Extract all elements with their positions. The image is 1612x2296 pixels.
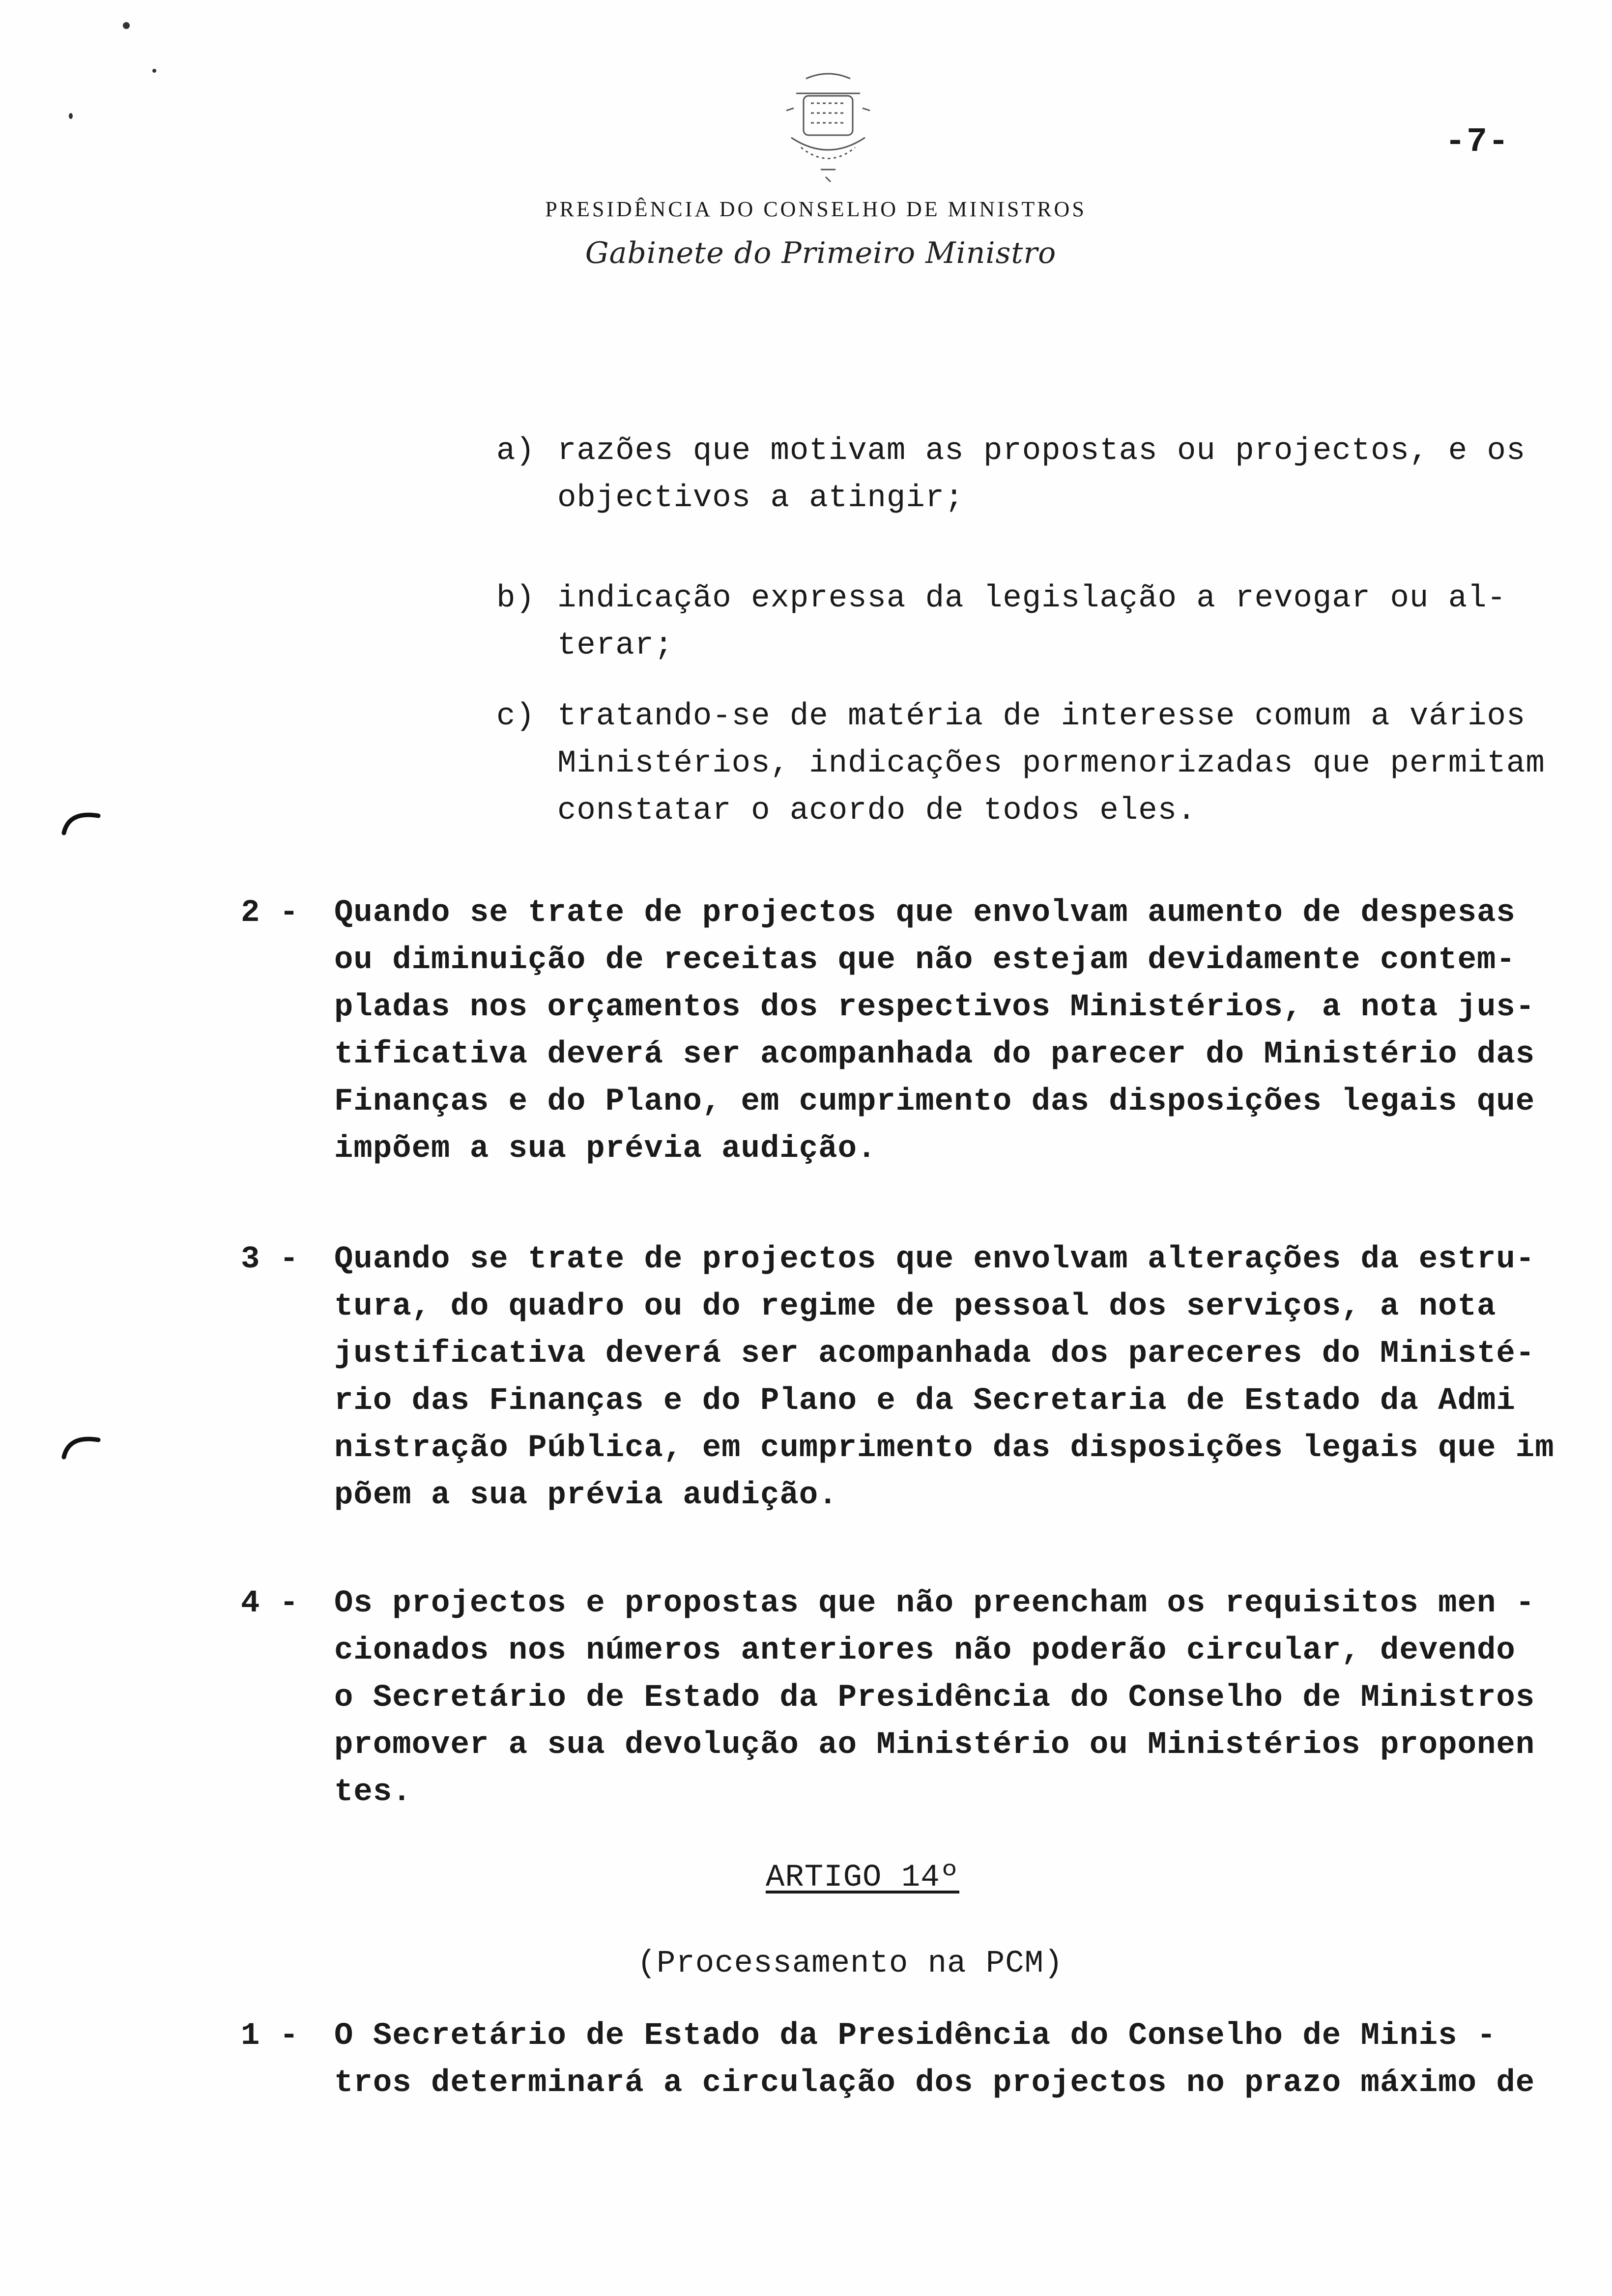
text-line: justificativa deverá ser acompanhada dos pareceres do Ministé- bbox=[334, 1336, 1535, 1372]
text-line: constatar o acordo de todos eles. bbox=[557, 793, 1197, 829]
text-line: ou diminuição de receitas que não estejam devidamente contem- bbox=[334, 943, 1516, 978]
paragraph-number: 3 - bbox=[241, 1242, 299, 1277]
paragraph-2 bbox=[241, 890, 1578, 1173]
text-line: tes. bbox=[334, 1775, 412, 1810]
text-line: Quando se trate de projectos que envolvam alterações da estru- bbox=[334, 1242, 1535, 1277]
text-line: rio das Finanças e do Plano e da Secretaria de Estado da Admi bbox=[334, 1383, 1516, 1419]
page-number: -7- bbox=[1445, 123, 1510, 162]
letterhead-subtitle: Gabinete do Primeiro Ministro bbox=[585, 236, 1057, 270]
article-subtitle: (Processamento na PCM) bbox=[637, 1946, 1064, 1981]
text-line: promover a sua devolução ao Ministério ou Ministérios proponen bbox=[334, 1727, 1535, 1763]
text-line: tratando-se de matéria de interesse comum a vários bbox=[557, 699, 1526, 734]
text-line: tificativa deverá ser acompanhada do parecer do Ministério das bbox=[334, 1037, 1535, 1072]
list-item-a bbox=[496, 428, 1578, 522]
text-line: Quando se trate de projectos que envolvam aumento de despesas bbox=[334, 895, 1516, 931]
list-item-b bbox=[496, 575, 1578, 669]
paragraph-4 bbox=[241, 1580, 1578, 1816]
article-title bbox=[0, 1860, 1612, 1895]
article-title-text: ARTIGO 14º bbox=[765, 1860, 960, 1895]
text-line: razões que motivam as propostas ou projectos, e os bbox=[557, 433, 1526, 469]
text-line: põem a sua prévia audição. bbox=[334, 1478, 838, 1513]
text-line: pladas nos orçamentos dos respectivos Ministérios, a nota jus- bbox=[334, 990, 1535, 1025]
text-line: Os projectos e propostas que não preencham os requisitos men - bbox=[334, 1586, 1535, 1621]
text-line: nistração Pública, em cumprimento das disposições legais que im bbox=[334, 1431, 1554, 1466]
list-marker: a) bbox=[496, 433, 535, 469]
text-line: objectivos a atingir; bbox=[557, 481, 964, 516]
scan-speck bbox=[152, 69, 156, 73]
text-line: O Secretário de Estado da Presidência do Conselho de Minis - bbox=[334, 2018, 1497, 2054]
text-line: indicação expressa da legislação a revogar ou al- bbox=[557, 581, 1506, 616]
hole-punch-mark-icon bbox=[59, 1430, 103, 1460]
text-line: Ministérios, indicações pormenorizadas que permitam bbox=[557, 746, 1545, 781]
paragraph-number: 1 - bbox=[241, 2018, 299, 2054]
coat-of-arms-seal-icon bbox=[777, 64, 880, 192]
scan-speck bbox=[69, 113, 73, 119]
text-line: Finanças e do Plano, em cumprimento das disposições legais que bbox=[334, 1084, 1535, 1119]
paragraph-1-article-14 bbox=[241, 2012, 1578, 2107]
paragraph-number: 4 - bbox=[241, 1586, 299, 1621]
paragraph-3 bbox=[241, 1236, 1578, 1519]
paragraph-number: 2 - bbox=[241, 895, 299, 931]
scan-speck bbox=[123, 22, 130, 29]
text-line: cionados nos números anteriores não poderão circular, devendo bbox=[334, 1633, 1516, 1668]
hole-punch-mark-icon bbox=[59, 806, 103, 835]
list-item-c bbox=[496, 693, 1578, 834]
text-line: terar; bbox=[557, 628, 674, 663]
list-marker: c) bbox=[496, 699, 535, 734]
text-line: o Secretário de Estado da Presidência do Conselho de Ministros bbox=[334, 1680, 1535, 1716]
text-line: tros determinará a circulação dos projectos no prazo máximo de bbox=[334, 2066, 1535, 2101]
list-marker: b) bbox=[496, 581, 535, 616]
letterhead-title: PRESIDÊNCIA DO CONSELHO DE MINISTROS bbox=[545, 197, 1087, 221]
text-line: tura, do quadro ou do regime de pessoal dos serviços, a nota bbox=[334, 1289, 1497, 1324]
text-line: impõem a sua prévia audição. bbox=[334, 1131, 877, 1167]
